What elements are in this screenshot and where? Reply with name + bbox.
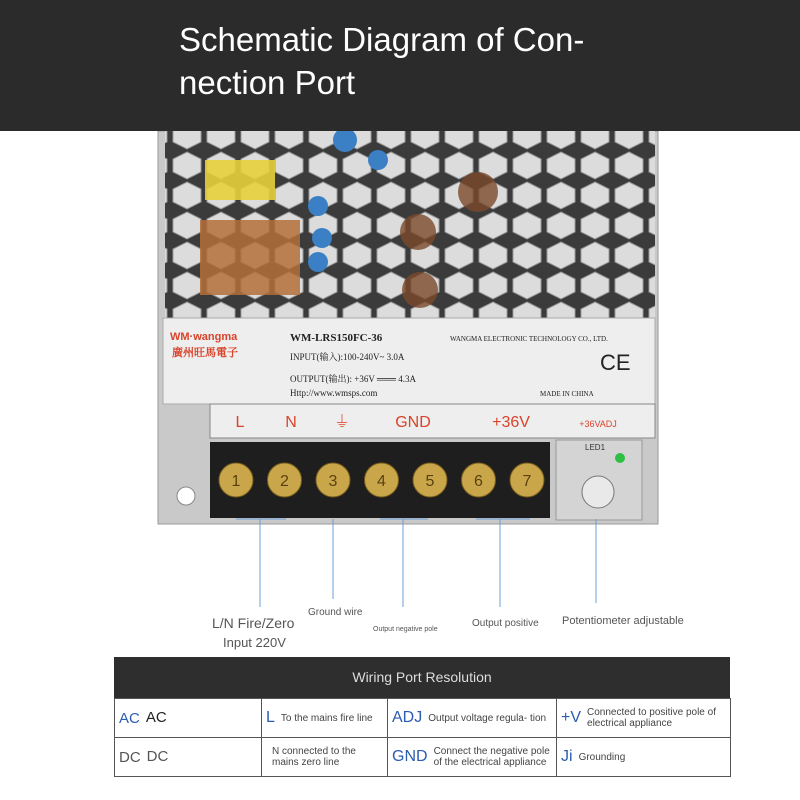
table-row bbox=[115, 699, 731, 738]
port-description: Output voltage regula- tion bbox=[428, 712, 547, 724]
table-cell bbox=[388, 738, 557, 777]
brand-cn: 廣州旺馬電子 bbox=[172, 347, 238, 359]
table-cell bbox=[557, 738, 731, 777]
made-in: MADE IN CHINA bbox=[540, 390, 594, 398]
port-code: DC bbox=[119, 748, 141, 766]
model-number: WM-LRS150FC-36 bbox=[290, 332, 383, 344]
terminal-number: 1 bbox=[231, 473, 241, 490]
port-code: GND bbox=[392, 748, 428, 765]
callout-lines bbox=[0, 515, 800, 615]
terminal-label: +36VADJ bbox=[579, 419, 617, 429]
input-spec: INPUT(输入):100-240V~ 3.0A bbox=[290, 352, 405, 362]
terminal-label: L bbox=[235, 414, 245, 431]
mounting-hole-icon bbox=[177, 487, 195, 505]
terminal-label: ⏚ bbox=[333, 414, 351, 431]
output-spec: OUTPUT(输出): +36V ═══ 4.3A bbox=[290, 374, 417, 384]
callout-ground-wire: Ground wire bbox=[308, 607, 363, 618]
title-banner bbox=[0, 0, 800, 131]
callout-output-negative: Output negative pole bbox=[373, 626, 438, 633]
table-row bbox=[115, 738, 731, 777]
terminal-label: N bbox=[285, 414, 297, 431]
table-cell bbox=[262, 699, 388, 738]
terminal-label: +36V bbox=[492, 414, 530, 431]
port-description: AC bbox=[145, 709, 167, 726]
callout-output-positive: Output positive bbox=[472, 618, 539, 629]
terminal-label: GND bbox=[395, 414, 431, 431]
table-cell bbox=[115, 699, 262, 738]
terminal-number: 5 bbox=[425, 473, 435, 490]
brand-logo: WM·wangma bbox=[170, 331, 238, 343]
terminal-number: 6 bbox=[474, 473, 483, 490]
callout-input-220v: Input 220V bbox=[223, 635, 286, 650]
port-description: Grounding bbox=[578, 751, 626, 763]
port-description: N connected to the mains zero line bbox=[272, 746, 356, 768]
electrolytic-capacitor bbox=[458, 172, 498, 212]
table-cell bbox=[115, 738, 262, 777]
port-code: ADJ bbox=[392, 709, 423, 726]
page-title: Schematic Diagram of Con- nection Port bbox=[179, 21, 585, 101]
port-code: +V bbox=[561, 709, 582, 726]
port-description: Connect the negative pole of the electrical appliance bbox=[433, 746, 550, 768]
terminal-number: 4 bbox=[377, 473, 386, 490]
callout-potentiometer: Potentiometer adjustable bbox=[562, 615, 684, 627]
coil-copper bbox=[200, 220, 300, 295]
callout-ln-fire-zero: L/N Fire/Zero bbox=[212, 615, 295, 631]
port-description: To the mains fire line bbox=[280, 712, 373, 724]
table-cell bbox=[262, 738, 388, 777]
capacitor-yellow bbox=[205, 160, 275, 200]
port-description: Connected to positive pole of electrical appliance bbox=[587, 707, 716, 729]
terminal-number: 7 bbox=[522, 473, 532, 490]
terminal-number: 3 bbox=[328, 473, 338, 490]
terminal-number: 2 bbox=[280, 473, 289, 490]
port-code: AC bbox=[119, 709, 140, 727]
table-title: Wiring Port Resolution bbox=[114, 657, 730, 698]
port-description: DC bbox=[146, 748, 169, 765]
led-label: LED1 bbox=[585, 443, 606, 452]
led-indicator-icon bbox=[615, 453, 625, 463]
table-cell bbox=[388, 699, 557, 738]
potentiometer-icon bbox=[582, 476, 614, 508]
table-cell bbox=[557, 699, 731, 738]
ce-mark: CE bbox=[600, 350, 631, 375]
company-name: WANGMA ELECTRONIC TECHNOLOGY CO., LTD. bbox=[450, 335, 608, 343]
power-supply-illustration bbox=[0, 131, 800, 531]
wiring-port-table bbox=[114, 698, 731, 777]
port-code: Ji bbox=[561, 748, 573, 765]
port-code: L bbox=[266, 709, 275, 726]
website: Http://www.wmsps.com bbox=[290, 388, 378, 398]
